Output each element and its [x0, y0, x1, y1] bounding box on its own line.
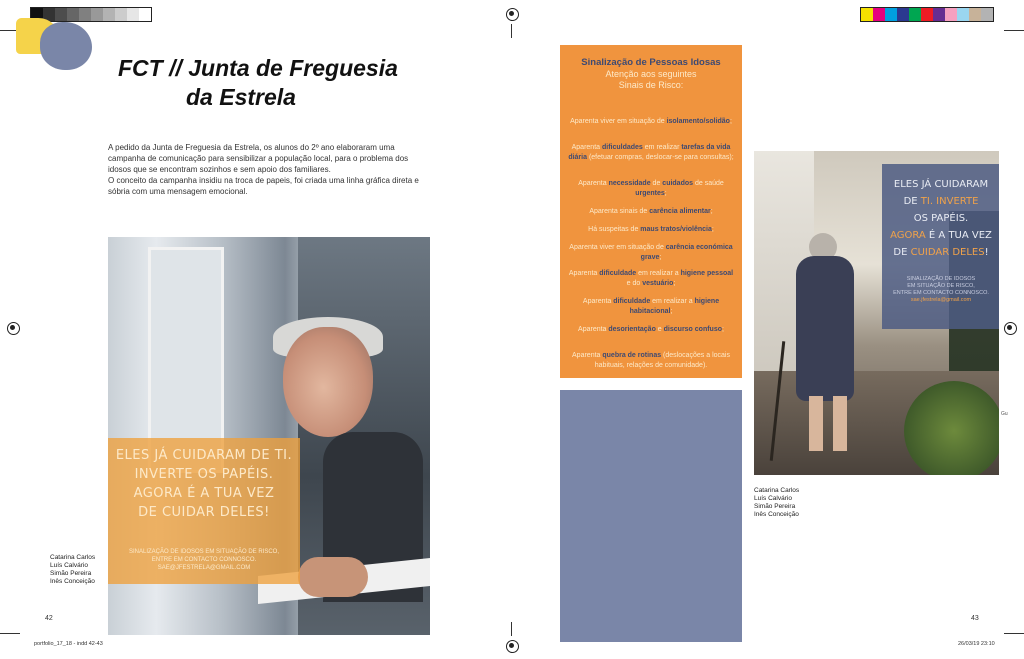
poster-email: SAE@JFESTRELA@GMAIL.COM	[157, 565, 251, 571]
page-number-left: 42	[45, 615, 53, 622]
color-swatch	[861, 8, 873, 21]
intro-paragraph-2: O conceito da campanha insidiu na troca de papeis, foi criada uma linha gráfica direta e sóbria com uma mensagem emocional.	[108, 176, 419, 196]
crop-mark	[0, 633, 20, 634]
poster-small-1: SINALIZAÇÃO DE IDOSOS EM SITUAÇÃO DE RISCO,	[128, 549, 280, 555]
color-swatch	[909, 8, 921, 21]
gray-swatch	[79, 8, 91, 21]
credit-name: Luís Calvário	[754, 495, 792, 502]
gray-swatch	[139, 8, 151, 21]
poster-line-1: ELES JÁ CUIDARAM DE TI.	[115, 448, 293, 463]
credit-name: Simão Pereira	[754, 503, 796, 510]
poster-headline-right	[886, 176, 996, 261]
poster-line: DE CUIDAR DELES!	[893, 247, 989, 258]
risk-item: Aparenta quebra de rotinas (deslocações a locais habituais, relações de comunidade).	[572, 352, 730, 369]
color-calibration-bar	[860, 7, 994, 22]
poster-small-2: ENTRE EM CONTACTO CONNOSCO.	[151, 557, 257, 563]
credit-name: Inês Conceição	[50, 578, 95, 585]
registration-mark-right	[1004, 322, 1017, 335]
poster-contact	[114, 548, 294, 572]
poster-line: OS PAPÉIS.	[913, 213, 969, 224]
color-swatch	[885, 8, 897, 21]
campaign-poster-overlay	[108, 438, 300, 584]
risk-signs-panel	[560, 45, 742, 378]
poster-line-2: INVERTE OS PAPÉIS.	[134, 467, 274, 482]
crop-mark	[1004, 633, 1024, 634]
color-swatch	[957, 8, 969, 21]
poster-line: ELES JÁ CUIDARAM	[893, 179, 989, 190]
credit-name: Simão Pereira	[50, 570, 92, 577]
blue-blob-decoration	[40, 22, 92, 70]
poster-line-3: AGORA É A TUA VEZ	[133, 486, 275, 501]
side-mark: Gu	[1001, 411, 1008, 417]
credit-name: Luís Calvário	[50, 562, 88, 569]
poster-line: DE TI. INVERTE	[903, 196, 979, 207]
risk-item: Aparenta necessidade de cuidados de saúde urgentes;	[578, 180, 724, 197]
credits-right	[754, 487, 799, 519]
poster-line: AGORA É A TUA VEZ	[890, 230, 992, 241]
panel-subtitle	[560, 69, 742, 91]
poster-line-4: DE CUIDAR DELES!	[138, 505, 270, 520]
page-title	[118, 54, 438, 112]
panel-subtitle-2: Sinais de Risco:	[618, 80, 684, 90]
credit-name: Catarina Carlos	[50, 554, 96, 561]
gray-swatch	[127, 8, 139, 21]
intro-paragraph-1: A pedido da Junta de Freguesia da Estrela, os alunos do 2º ano elaboraram uma campanha de comunicação para sensibilizar a população local, para o problema dos idosos que se encontram sozinhos e sem apoio dos familiares.	[108, 143, 409, 174]
risk-item: Há suspeitas de maus tratos/violência;	[588, 226, 714, 233]
crop-mark	[1004, 30, 1024, 31]
color-swatch	[969, 8, 981, 21]
file-slug: portfolio_17_18 - indd 42-43	[34, 641, 103, 647]
panel-subtitle-1: Atenção aos seguintes	[605, 69, 697, 79]
risk-item: Aparenta viver em situação de isolamento/solidão;	[570, 118, 732, 125]
poster-headline	[114, 446, 294, 522]
color-swatch	[873, 8, 885, 21]
poster-email-right: sae.jfestrela@gmail.com	[910, 297, 972, 303]
crop-mark	[511, 622, 512, 636]
color-swatch	[933, 8, 945, 21]
gray-swatch	[67, 8, 79, 21]
gray-swatch	[55, 8, 67, 21]
risk-item: Aparenta sinais de carência alimentar;	[589, 208, 713, 215]
risk-item: Aparenta dificuldades em realizar tarefas da vida diária (efetuar compras, deslocar-se para consultas);	[568, 144, 734, 161]
risk-item: Aparenta viver em situação de carência económica grave;	[569, 244, 733, 261]
color-swatch	[897, 8, 909, 21]
poster-contact-right: SINALIZAÇÃO DE IDOSOS EM SITUAÇÃO DE RISCO, ENTRE EM CONTACTO CONNOSCO. sae.jfestrela@gmail.com	[886, 276, 996, 304]
risk-item: Aparenta dificuldade em realizar a higiene habitacional;	[582, 298, 720, 315]
registration-mark-top	[506, 8, 519, 21]
title-line-2: da Estrela	[186, 84, 296, 110]
intro-text	[108, 142, 430, 197]
gray-swatch	[103, 8, 115, 21]
page-number-right: 43	[971, 615, 979, 622]
credits-left	[50, 554, 95, 586]
color-swatch	[921, 8, 933, 21]
blue-color-block	[560, 390, 742, 642]
panel-title: Sinalização de Pessoas Idosas	[581, 57, 721, 68]
color-swatch	[981, 8, 993, 21]
gray-swatch	[91, 8, 103, 21]
crop-mark	[511, 24, 512, 38]
date-slug: 26/03/19 23:10	[958, 641, 995, 647]
credit-name: Inês Conceição	[754, 511, 799, 518]
risk-item: Aparenta desorientação e discurso confuso;	[578, 326, 724, 333]
color-swatch	[945, 8, 957, 21]
title-line-1: FCT // Junta de Freguesia	[118, 55, 398, 81]
registration-mark-left	[7, 322, 20, 335]
campaign-poster-overlay-right	[882, 164, 999, 329]
registration-mark-bottom	[506, 640, 519, 653]
credit-name: Catarina Carlos	[754, 487, 800, 494]
gray-swatch	[115, 8, 127, 21]
risk-item: Aparenta dificuldade em realizar a higiene pessoal e do vestuário;	[568, 270, 734, 287]
